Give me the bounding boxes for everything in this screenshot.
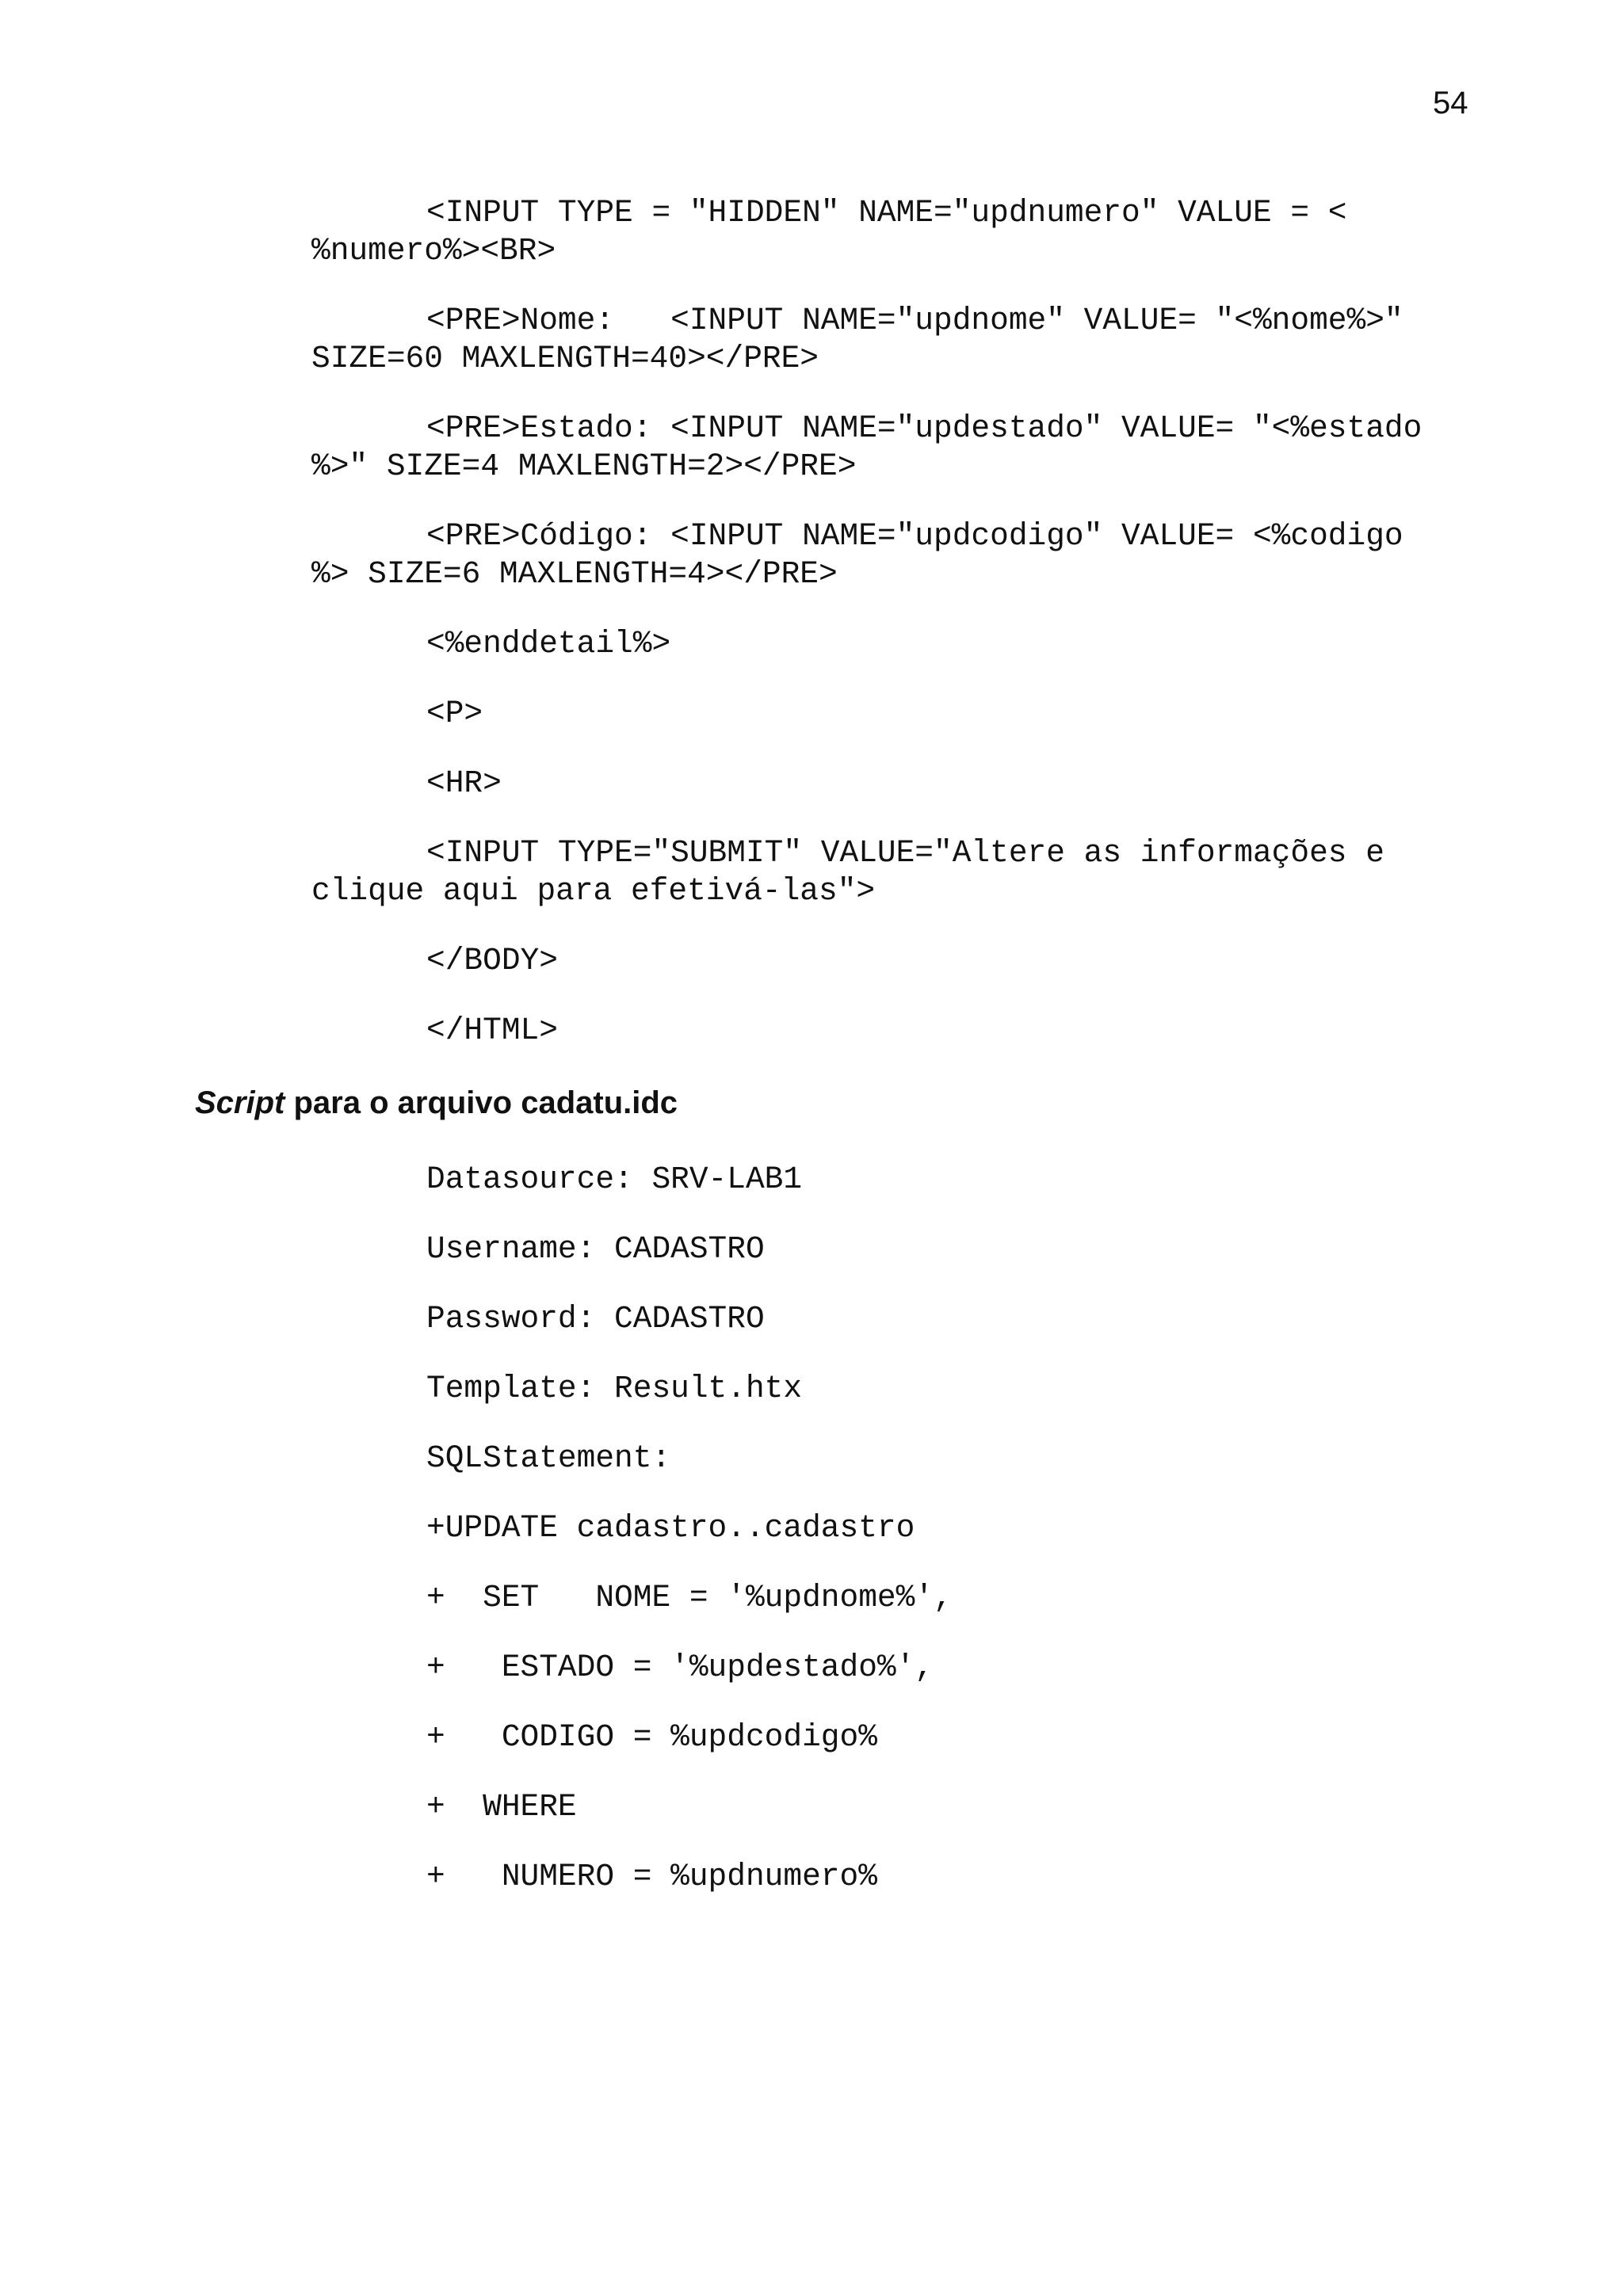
- code-line: </BODY>: [426, 943, 558, 978]
- script-line: +UPDATE cadastro..cadastro: [426, 1510, 915, 1546]
- code-line: <HR>: [426, 765, 502, 801]
- section-heading-rest: para o arquivo cadatu.idc: [285, 1085, 678, 1120]
- script-line: Template: Result.htx: [426, 1371, 803, 1406]
- script-line: SQLStatement:: [426, 1440, 671, 1476]
- script-line: + NUMERO = %updnumero%: [426, 1859, 877, 1894]
- code-line: <PRE>Estado: <INPUT NAME="updestado" VALUE= "<%estado: [426, 410, 1423, 446]
- script-line: + SET NOME = '%updnome%',: [426, 1580, 953, 1615]
- script-line: + ESTADO = '%updestado%',: [426, 1650, 934, 1685]
- code-line: <PRE>Código: <INPUT NAME="updcodigo" VALUE= <%codigo: [426, 518, 1403, 554]
- code-line: <%enddetail%>: [426, 626, 671, 662]
- section-heading: [195, 1085, 678, 1121]
- script-line: Datasource: SRV-LAB1: [426, 1161, 803, 1197]
- script-line: Username: CADASTRO: [426, 1231, 765, 1267]
- code-line: <P>: [426, 696, 483, 731]
- code-line: <INPUT TYPE = "HIDDEN" NAME="updnumero" VALUE = <: [426, 195, 1347, 231]
- script-line: + WHERE: [426, 1789, 577, 1825]
- code-line-continuation: %>" SIZE=4 MAXLENGTH=2></PRE>: [311, 448, 857, 484]
- script-line: + CODIGO = %updcodigo%: [426, 1719, 877, 1755]
- code-line: </HTML>: [426, 1013, 558, 1048]
- section-heading-italic: Script: [195, 1085, 285, 1120]
- code-line: <INPUT TYPE="SUBMIT" VALUE="Altere as informações e: [426, 835, 1384, 871]
- code-line-continuation: %numero%><BR>: [311, 233, 556, 269]
- code-line-continuation: %> SIZE=6 MAXLENGTH=4></PRE>: [311, 556, 838, 592]
- code-line: <PRE>Nome: <INPUT NAME="updnome" VALUE= "<%nome%>": [426, 303, 1403, 338]
- code-line-continuation: SIZE=60 MAXLENGTH=40></PRE>: [311, 341, 819, 376]
- code-line-continuation: clique aqui para efetivá-las">: [311, 873, 876, 909]
- page-number: 54: [1433, 86, 1468, 120]
- script-line: Password: CADASTRO: [426, 1301, 765, 1337]
